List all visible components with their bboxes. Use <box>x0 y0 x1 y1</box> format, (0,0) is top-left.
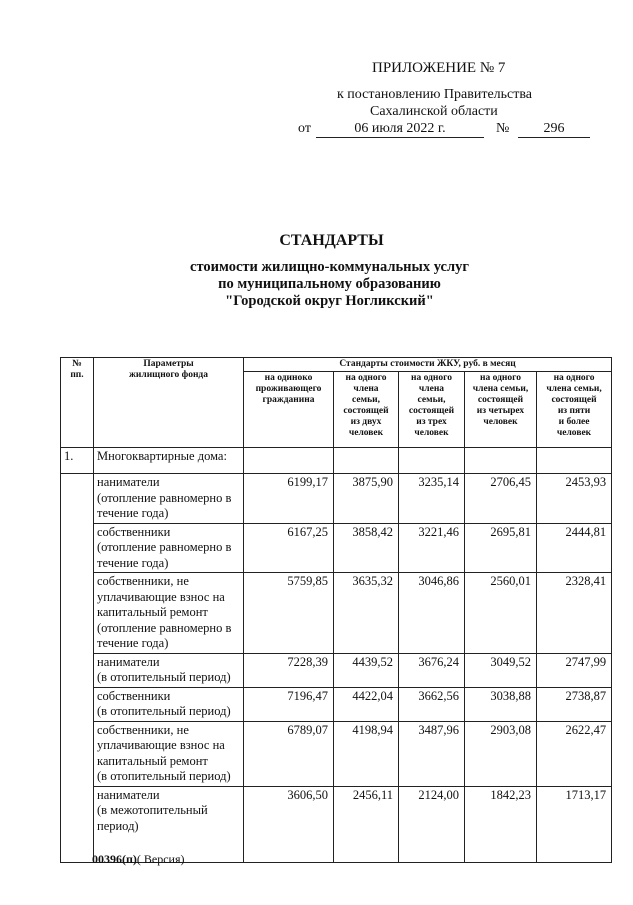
value-cell: 5759,85 <box>244 573 334 654</box>
value-cell: 1842,23 <box>465 786 537 862</box>
value-cell: 2738,87 <box>537 687 612 721</box>
number-cell <box>61 474 94 863</box>
table-row <box>61 721 612 786</box>
document-subtitle-line3: "Городской округ Ногликский" <box>225 293 434 309</box>
section-row <box>61 448 612 474</box>
value-cell: 4198,94 <box>334 721 399 786</box>
table-row <box>61 573 612 654</box>
document-subtitle-line2: по муниципальному образованию <box>218 276 441 292</box>
date-from-label: от <box>298 121 311 136</box>
row-label: наниматели (в межотопительный период) <box>94 786 244 862</box>
row-label: собственники (в отопительный период) <box>94 687 244 721</box>
value-cell: 2622,47 <box>537 721 612 786</box>
decree-number-label: № <box>496 121 510 136</box>
value-cell: 3662,56 <box>399 687 465 721</box>
value-cell: 3235,14 <box>399 474 465 524</box>
table-row <box>61 786 612 862</box>
decree-reference-line1: к постановлению Правительства <box>337 87 533 102</box>
footer-version: ( Версия) <box>136 852 185 866</box>
value-cell: 3221,46 <box>399 523 465 573</box>
document-title: СТАНДАРТЫ <box>279 232 384 249</box>
value-cell: 3487,96 <box>399 721 465 786</box>
col-header-number: № пп. <box>61 358 94 448</box>
table-row <box>61 474 612 524</box>
standards-table <box>60 357 612 863</box>
value-cell: 7196,47 <box>244 687 334 721</box>
section-label: Многоквартирные дома: <box>94 448 244 474</box>
value-cell: 4439,52 <box>334 653 399 687</box>
footer-code: 00396(п) <box>92 852 137 866</box>
value-cell: 3676,24 <box>399 653 465 687</box>
value-cell: 3606,50 <box>244 786 334 862</box>
row-label: собственники (отопление равномерно в течение года) <box>94 523 244 573</box>
value-cell: 2695,81 <box>465 523 537 573</box>
value-cell: 2124,00 <box>399 786 465 862</box>
value-cell: 6789,07 <box>244 721 334 786</box>
value-cell: 2456,11 <box>334 786 399 862</box>
col-group-header: Стандарты стоимости ЖКУ, руб. в месяц <box>244 358 612 372</box>
col-header-single: на одиноко проживающего гражданина <box>244 372 334 448</box>
value-cell: 2444,81 <box>537 523 612 573</box>
section-number: 1. <box>61 448 94 474</box>
document-footer-code <box>92 852 185 867</box>
row-label: наниматели (отопление равномерно в течение года) <box>94 474 244 524</box>
value-cell: 3038,88 <box>465 687 537 721</box>
value-cell: 2328,41 <box>537 573 612 654</box>
col-header-five-plus: на одного члена семьи, состоящей из пяти и более человек <box>537 372 612 448</box>
document-subtitle-line1: стоимости жилищно-коммунальных услуг <box>190 259 469 275</box>
value-cell: 6199,17 <box>244 474 334 524</box>
value-cell: 3858,42 <box>334 523 399 573</box>
table-row <box>61 687 612 721</box>
value-cell: 3875,90 <box>334 474 399 524</box>
row-label: собственники, не уплачивающие взнос на капитальный ремонт (отопление равномерно в течение года) <box>94 573 244 654</box>
value-cell: 2453,93 <box>537 474 612 524</box>
value-cell: 3049,52 <box>465 653 537 687</box>
col-header-params: Параметры жилищного фонда <box>94 358 244 448</box>
value-cell: 3635,32 <box>334 573 399 654</box>
value-cell: 7228,39 <box>244 653 334 687</box>
decree-date: 06 июля 2022 г. <box>316 121 484 138</box>
col-header-two: на одного члена семьи, состоящей из двух человек <box>334 372 399 448</box>
value-cell: 1713,17 <box>537 786 612 862</box>
value-cell: 6167,25 <box>244 523 334 573</box>
value-cell: 2903,08 <box>465 721 537 786</box>
decree-reference-line2: Сахалинской области <box>370 104 498 119</box>
decree-number: 296 <box>518 121 590 138</box>
col-header-three: на одного члена семьи, состоящей из трех человек <box>399 372 465 448</box>
value-cell: 2747,99 <box>537 653 612 687</box>
value-cell: 2560,01 <box>465 573 537 654</box>
value-cell: 4422,04 <box>334 687 399 721</box>
appendix-title: ПРИЛОЖЕНИЕ № 7 <box>372 60 506 76</box>
col-header-four: на одного члена семьи, состоящей из четырех человек <box>465 372 537 448</box>
value-cell: 3046,86 <box>399 573 465 654</box>
row-label: наниматели (в отопительный период) <box>94 653 244 687</box>
table-row <box>61 523 612 573</box>
table-row <box>61 653 612 687</box>
row-label: собственники, не уплачивающие взнос на капитальный ремонт (в отопительный период) <box>94 721 244 786</box>
value-cell: 2706,45 <box>465 474 537 524</box>
